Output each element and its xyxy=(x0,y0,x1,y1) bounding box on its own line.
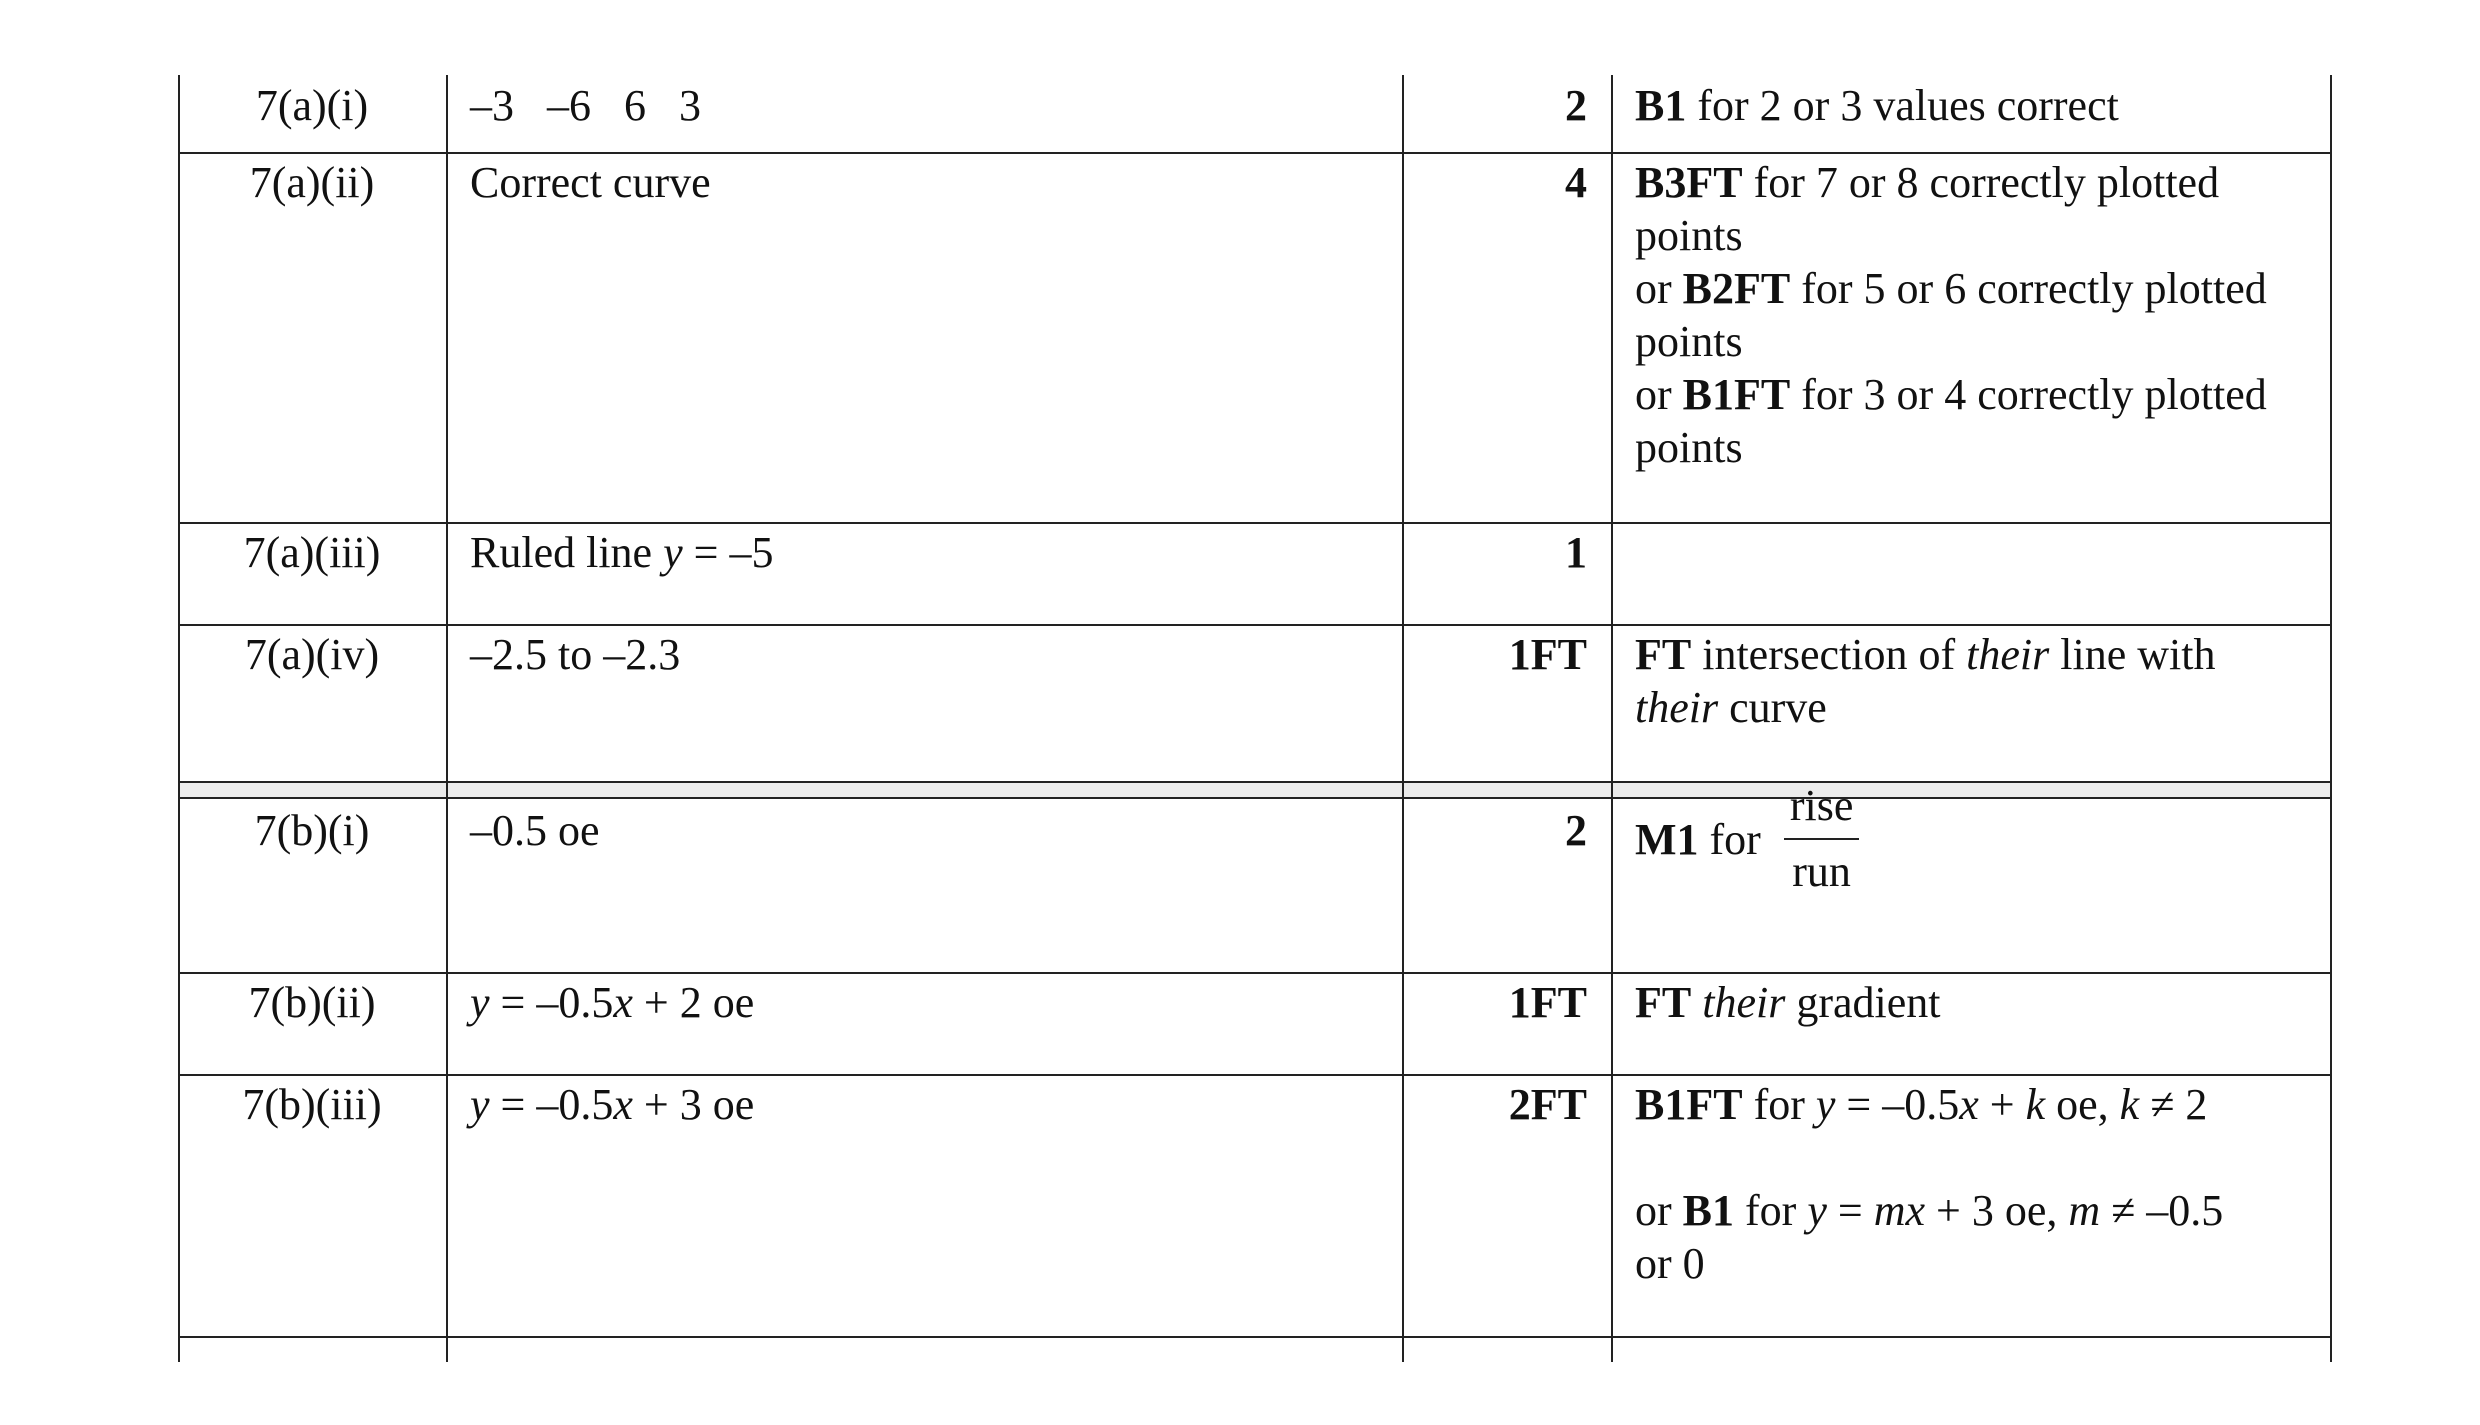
guidance-line xyxy=(1635,628,2215,681)
guidance-line xyxy=(1635,315,2267,368)
guidance-cell xyxy=(1635,628,2215,734)
text-run: = –0.5 xyxy=(489,1080,614,1129)
text-run: curve xyxy=(1718,683,1827,732)
guidance-line xyxy=(1635,209,2267,262)
marks-cell: 2FT xyxy=(1508,1080,1587,1129)
bold-text: B1FT xyxy=(1635,1080,1743,1129)
answer-cell xyxy=(470,976,754,1029)
text-run: oe, xyxy=(2045,1080,2120,1129)
guidance-cell xyxy=(1635,976,1941,1029)
text-run: = –0.5 xyxy=(1835,1080,1960,1129)
guidance-cell xyxy=(1635,782,1859,896)
bold-text: FT xyxy=(1635,978,1692,1027)
answer-cell: –2.5 to –2.3 xyxy=(470,630,681,679)
guidance-cell xyxy=(1635,1078,2223,1290)
guidance-line xyxy=(1635,79,2119,132)
italic-text: m xyxy=(2068,1186,2101,1235)
italic-text: y xyxy=(1815,1080,1836,1129)
italic-text: y xyxy=(663,528,683,577)
text-run: points xyxy=(1635,211,1743,260)
question-number: 7(b)(iii) xyxy=(242,1080,382,1129)
row-rule xyxy=(178,797,2332,799)
answer-cell xyxy=(470,1078,754,1131)
column-rule xyxy=(178,75,180,1362)
section-divider-band xyxy=(178,781,2332,797)
bold-text: B3FT xyxy=(1635,158,1743,207)
italic-text: their xyxy=(1702,978,1786,1027)
guidance-line xyxy=(1635,1237,2223,1290)
column-rule xyxy=(446,75,448,1362)
italic-text: x xyxy=(613,1080,633,1129)
bold-text: FT xyxy=(1635,630,1692,679)
answer-cell: Correct curve xyxy=(470,158,711,207)
text-run: or xyxy=(1635,370,1683,419)
italic-text: k xyxy=(2119,1080,2140,1129)
italic-text: x xyxy=(1959,1080,1979,1129)
guidance-line xyxy=(1635,262,2267,315)
text-run: points xyxy=(1635,423,1743,472)
row-rule xyxy=(178,781,2332,783)
guidance-line xyxy=(1635,1131,2223,1184)
guidance-line xyxy=(1635,976,1941,1029)
text-run: ≠ 2 xyxy=(2139,1080,2208,1129)
text-run: points xyxy=(1635,317,1743,366)
marks-cell: 4 xyxy=(1565,158,1587,207)
italic-text: y xyxy=(1807,1186,1827,1235)
text-run: + 2 oe xyxy=(632,978,755,1027)
question-number: 7(b)(ii) xyxy=(248,978,376,1027)
guidance-line xyxy=(1635,1184,2223,1237)
guidance-line xyxy=(1635,156,2267,209)
marks-cell: 1 xyxy=(1565,528,1587,577)
text-run: for 5 or 6 correctly plotted xyxy=(1790,264,2267,313)
row-rule xyxy=(178,972,2332,974)
fraction xyxy=(1784,782,1860,896)
answer-cell xyxy=(470,526,773,579)
text-run: or xyxy=(1635,1186,1683,1235)
text-run: for 3 or 4 correctly plotted xyxy=(1790,370,2267,419)
text-run: + 3 oe, xyxy=(1925,1186,2069,1235)
guidance-line xyxy=(1635,368,2267,421)
guidance-line xyxy=(1635,681,2215,734)
question-number: 7(b)(i) xyxy=(254,806,370,855)
fraction-denominator: run xyxy=(1792,847,1851,896)
bold-text: B2FT xyxy=(1682,264,1791,313)
marks-cell: 2 xyxy=(1565,81,1587,130)
text-run: for 2 or 3 values correct xyxy=(1686,81,2119,130)
column-rule xyxy=(1402,75,1404,1362)
row-rule xyxy=(178,522,2332,524)
text-run: intersection of xyxy=(1691,630,1967,679)
guidance-line xyxy=(1635,1078,2223,1131)
marks-cell: 1FT xyxy=(1508,630,1587,679)
text-run: line with xyxy=(2049,630,2216,679)
guidance-line xyxy=(1635,421,2267,474)
text-run: = –0.5 xyxy=(489,978,614,1027)
text-run: Ruled line xyxy=(470,528,664,577)
italic-text: y xyxy=(470,978,490,1027)
column-rule xyxy=(2330,75,2332,1362)
bold-text: M1 xyxy=(1635,814,1699,864)
text-run: gradient xyxy=(1785,978,1941,1027)
text-run: for 7 or 8 correctly plotted xyxy=(1742,158,2220,207)
marks-cell: 1FT xyxy=(1508,978,1587,1027)
text-run xyxy=(1691,978,1702,1027)
italic-text: their xyxy=(1966,630,2050,679)
bold-text: B1FT xyxy=(1682,370,1791,419)
text-run: or xyxy=(1635,264,1683,313)
text-run: for xyxy=(1734,1186,1808,1235)
text-run: for xyxy=(1698,814,1772,864)
text-run: + 3 oe xyxy=(632,1080,755,1129)
question-number: 7(a)(iv) xyxy=(244,630,380,679)
question-number: 7(a)(i) xyxy=(255,81,369,130)
text-run: ≠ –0.5 xyxy=(2100,1186,2224,1235)
text-run: = –5 xyxy=(682,528,774,577)
italic-text: mx xyxy=(1873,1186,1925,1235)
guidance-cell xyxy=(1635,156,2267,474)
text-run: + xyxy=(1978,1080,2026,1129)
italic-text: y xyxy=(470,1080,490,1129)
row-rule xyxy=(178,1336,2332,1338)
text-run: = xyxy=(1826,1186,1874,1235)
row-rule xyxy=(178,1074,2332,1076)
text-run: or 0 xyxy=(1635,1239,1705,1288)
italic-text: k xyxy=(2025,1080,2046,1129)
marks-cell: 2 xyxy=(1565,806,1587,855)
italic-text: their xyxy=(1635,683,1719,732)
row-rule xyxy=(178,624,2332,626)
bold-text: B1 xyxy=(1635,81,1687,130)
question-number: 7(a)(iii) xyxy=(243,528,381,577)
answer-cell: –3 –6 6 3 xyxy=(470,81,701,130)
row-rule xyxy=(178,152,2332,154)
fraction-numerator: rise xyxy=(1784,782,1860,840)
guidance-line xyxy=(1635,782,1859,896)
guidance-cell xyxy=(1635,79,2119,132)
text-run: for xyxy=(1742,1080,1816,1129)
italic-text: x xyxy=(613,978,633,1027)
answer-cell: –0.5 oe xyxy=(470,806,600,855)
text-run xyxy=(1635,1133,1646,1182)
column-rule xyxy=(1611,75,1613,1362)
bold-text: B1 xyxy=(1682,1186,1735,1235)
question-number: 7(a)(ii) xyxy=(249,158,375,207)
